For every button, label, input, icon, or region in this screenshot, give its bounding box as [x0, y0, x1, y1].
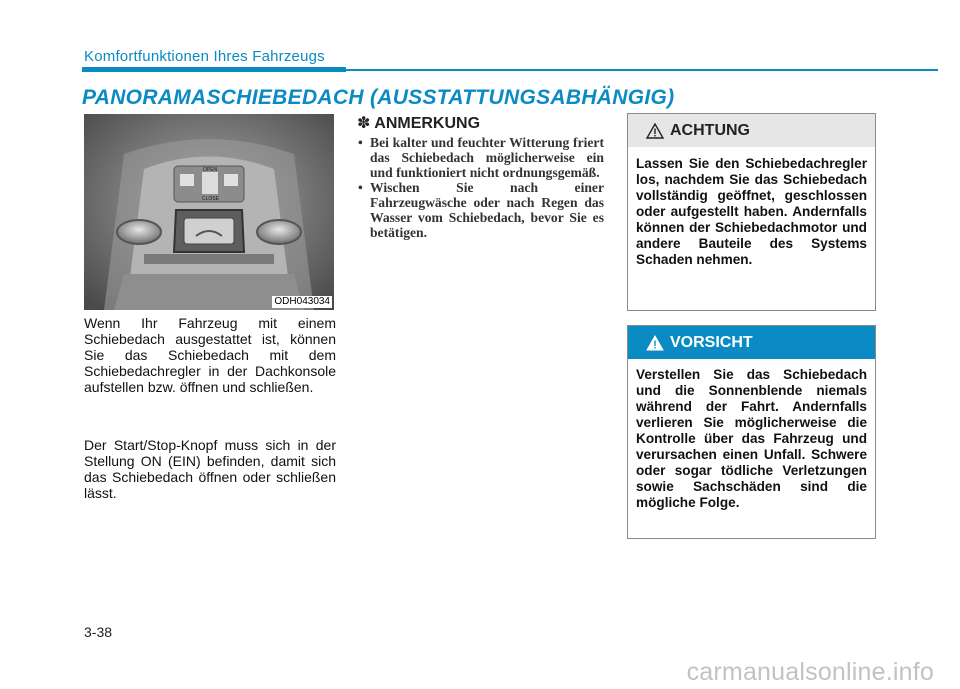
- close-label: CLOSE: [202, 196, 219, 202]
- open-label: OPEN: [203, 167, 218, 173]
- note-symbol-icon: ✽: [357, 115, 371, 132]
- photo-code: ODH043034: [274, 296, 330, 307]
- list-item: • Bei kalter und feuchter Witterung friert das Schiebedach möglicherweise ein und funktioniert nicht ordnungsgemäß.: [358, 135, 604, 180]
- note-title: ANMERKUNG: [374, 115, 481, 132]
- bullet-icon: •: [358, 180, 363, 195]
- note-list: [356, 135, 604, 240]
- warning-text: Verstellen Sie das Schiebedach und die Sonnenblende niemals während der Fahrt. Andernfalls verlieren Sie möglicherweise die Kontrolle über das Fahrzeug und verursachen einen Unfall. Schwere oder sogar tödliche Verletzungen sowie Sachschäden sind die mögliche Folge.: [636, 367, 867, 510]
- watermark: carmanualsonline.info: [686, 658, 934, 686]
- note-heading: [357, 113, 480, 133]
- section-label: Komfortfunktionen Ihres Fahrzeugs: [84, 48, 325, 65]
- page-title: PANORAMASCHIEBEDACH (AUSSTATTUNGSABHÄNGIG): [82, 86, 675, 109]
- overhead-console-photo: [84, 114, 334, 310]
- warning-header: [628, 326, 875, 359]
- warning-title: VORSICHT: [670, 333, 753, 351]
- warning-triangle-icon: [646, 335, 664, 351]
- page-number: 3-38: [84, 624, 113, 640]
- warning-box: [627, 325, 876, 539]
- caution-box: [627, 113, 876, 311]
- body-paragraph-2: Der Start/Stop-Knopf muss sich in der Stellung ON (EIN) befinden, damit sich das Schiebedach öffnen oder schließen lässt.: [84, 437, 336, 501]
- header-rule-thin: [346, 69, 938, 71]
- header-rule-thick: [82, 67, 346, 72]
- body-paragraph-1: Wenn Ihr Fahrzeug mit einem Schiebedach ausgestattet ist, können Sie das Schiebedach mit dem Schiebedachregler in der Dachkonsole aufstellen bzw. öffnen und schließen.: [84, 315, 336, 395]
- caution-title: ACHTUNG: [670, 121, 750, 139]
- caution-header: [628, 114, 875, 147]
- warning-triangle-icon: [646, 123, 664, 139]
- caution-text: Lassen Sie den Schiebedachregler los, nachdem Sie das Schiebedach vollständig geöffnet, geschlossen oder aufgestellt haben. Andernfalls können der Schiebedachmotor und andere Bauteile des Systems Schaden nehmen.: [636, 156, 867, 267]
- list-item: • Wischen Sie nach einer Fahrzeugwäsche oder nach Regen das Wasser vom Schiebedach, bevor Sie es betätigen.: [358, 180, 604, 240]
- overhead-console-illustration: [84, 114, 334, 310]
- bullet-icon: •: [358, 135, 363, 150]
